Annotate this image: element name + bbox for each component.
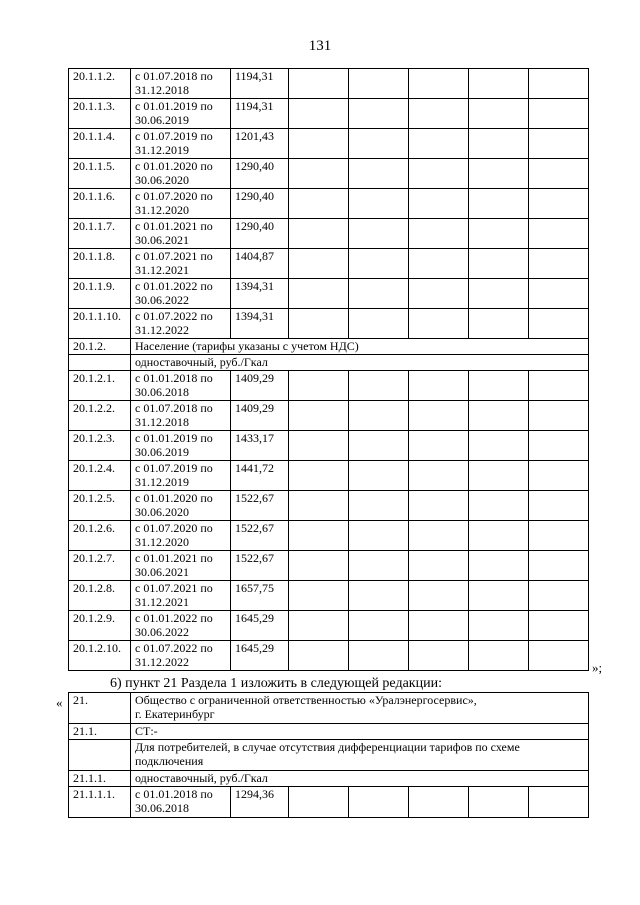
period-start: с 01.07.2018 по bbox=[135, 69, 213, 83]
period-end: 30.06.2019 bbox=[135, 445, 189, 459]
tariff-row bbox=[69, 279, 589, 309]
empty-cell bbox=[409, 521, 469, 551]
row-number: 20.1.1.3. bbox=[69, 99, 131, 129]
period-end: 31.12.2021 bbox=[135, 595, 189, 609]
period-end: 31.12.2020 bbox=[135, 203, 189, 217]
period-start: с 01.01.2020 по bbox=[135, 491, 213, 505]
tariff-value: 1645,29 bbox=[231, 641, 289, 671]
period-start: с 01.07.2019 по bbox=[135, 461, 213, 475]
empty-cell bbox=[349, 129, 409, 159]
single-rate-number: 21.1.1. bbox=[69, 771, 131, 787]
empty-cell bbox=[289, 99, 349, 129]
opening-quote-mark: « bbox=[56, 695, 63, 710]
tariff-row bbox=[69, 69, 589, 99]
empty-cell bbox=[289, 461, 349, 491]
empty-cell bbox=[529, 309, 589, 339]
period-start: с 01.07.2021 по bbox=[135, 581, 213, 595]
period-cell bbox=[131, 521, 231, 551]
empty-cell bbox=[469, 641, 529, 671]
empty-cell bbox=[409, 371, 469, 401]
empty-cell bbox=[349, 189, 409, 219]
tariff-value: 1394,31 bbox=[231, 309, 289, 339]
organization-name-line1: Общество с ограниченной ответственностью «Уралэнергосервис», bbox=[135, 693, 477, 707]
tariff-row bbox=[69, 189, 589, 219]
single-rate-text: одноставочный, руб./Гкал bbox=[131, 771, 589, 787]
empty-cell bbox=[349, 279, 409, 309]
empty-cell bbox=[289, 69, 349, 99]
row-number: 20.1.1.6. bbox=[69, 189, 131, 219]
empty-cell bbox=[529, 641, 589, 671]
period-start: с 01.07.2021 по bbox=[135, 249, 213, 263]
empty-cell bbox=[469, 69, 529, 99]
empty-cell bbox=[409, 189, 469, 219]
empty-cell bbox=[289, 309, 349, 339]
empty-cell bbox=[289, 641, 349, 671]
empty-cell bbox=[529, 371, 589, 401]
empty-cell bbox=[289, 129, 349, 159]
tariff-value: 1290,40 bbox=[231, 219, 289, 249]
ct-number: 21.1. bbox=[69, 724, 131, 740]
amendment-instruction: 6) пункт 21 Раздела 1 изложить в следующей редакции: bbox=[110, 676, 442, 691]
tariff-row bbox=[69, 551, 589, 581]
period-end: 31.12.2022 bbox=[135, 323, 189, 337]
empty-cell bbox=[529, 401, 589, 431]
empty-cell bbox=[529, 69, 589, 99]
empty-cell bbox=[469, 491, 529, 521]
period-cell bbox=[131, 401, 231, 431]
tariff-row bbox=[69, 309, 589, 339]
empty-cell bbox=[289, 401, 349, 431]
period-start: с 01.07.2020 по bbox=[135, 521, 213, 535]
tariff-value: 1409,29 bbox=[231, 401, 289, 431]
period-cell bbox=[131, 491, 231, 521]
empty-cell bbox=[349, 219, 409, 249]
period-start: с 01.01.2019 по bbox=[135, 99, 213, 113]
empty-cell bbox=[349, 371, 409, 401]
period-cell bbox=[131, 159, 231, 189]
empty-cell bbox=[469, 581, 529, 611]
period-cell bbox=[131, 99, 231, 129]
period-end: 30.06.2021 bbox=[135, 233, 189, 247]
tariff-value: 1441,72 bbox=[231, 461, 289, 491]
row-number: 20.1.1.5. bbox=[69, 159, 131, 189]
empty-cell bbox=[349, 581, 409, 611]
empty-cell bbox=[289, 219, 349, 249]
empty-cell bbox=[409, 309, 469, 339]
empty-cell bbox=[289, 787, 349, 818]
row-number: 20.1.2.2. bbox=[69, 401, 131, 431]
empty-cell bbox=[349, 641, 409, 671]
empty-cell bbox=[289, 581, 349, 611]
empty-cell bbox=[469, 521, 529, 551]
period-end: 31.12.2020 bbox=[135, 535, 189, 549]
empty-cell bbox=[409, 787, 469, 818]
tariff-row bbox=[69, 159, 589, 189]
tariff-table-new-section bbox=[68, 692, 589, 818]
empty-cell bbox=[469, 159, 529, 189]
period-start: с 01.01.2022 по bbox=[135, 279, 213, 293]
empty-cell bbox=[289, 159, 349, 189]
organization-name bbox=[131, 693, 589, 724]
empty-cell bbox=[469, 129, 529, 159]
empty-cell bbox=[409, 611, 469, 641]
section-number: 20.1.2. bbox=[69, 339, 131, 355]
period-start: с 01.07.2022 по bbox=[135, 309, 213, 323]
empty-cell bbox=[349, 551, 409, 581]
tariff-value: 1522,67 bbox=[231, 551, 289, 581]
empty-cell bbox=[289, 189, 349, 219]
period-end: 30.06.2021 bbox=[135, 565, 189, 579]
period-start: с 01.01.2020 по bbox=[135, 159, 213, 173]
empty-cell bbox=[529, 551, 589, 581]
period-start: с 01.07.2018 по bbox=[135, 401, 213, 415]
empty-cell bbox=[409, 461, 469, 491]
empty-cell bbox=[409, 401, 469, 431]
tariff-value: 1394,31 bbox=[231, 279, 289, 309]
tariff-row bbox=[69, 401, 589, 431]
single-rate-row bbox=[69, 771, 589, 787]
empty-cell bbox=[469, 249, 529, 279]
empty-cell bbox=[529, 219, 589, 249]
empty-cell bbox=[469, 401, 529, 431]
subsection-row bbox=[69, 355, 589, 371]
period-cell bbox=[131, 581, 231, 611]
row-number: 20.1.1.4. bbox=[69, 129, 131, 159]
tariff-value: 1290,40 bbox=[231, 189, 289, 219]
empty-cell bbox=[529, 581, 589, 611]
tariff-value: 1290,40 bbox=[231, 159, 289, 189]
tariff-value: 1404,87 bbox=[231, 249, 289, 279]
empty-cell bbox=[529, 431, 589, 461]
tariff-row bbox=[69, 431, 589, 461]
empty-cell bbox=[409, 581, 469, 611]
tariff-row bbox=[69, 491, 589, 521]
tariff-table-continued bbox=[68, 68, 589, 671]
tariff-value: 1409,29 bbox=[231, 371, 289, 401]
empty-cell bbox=[529, 461, 589, 491]
period-cell bbox=[131, 219, 231, 249]
ct-row bbox=[69, 724, 589, 740]
period-end: 30.06.2018 bbox=[135, 801, 189, 815]
empty-cell bbox=[349, 787, 409, 818]
tariff-row bbox=[69, 129, 589, 159]
row-number: 20.1.2.3. bbox=[69, 431, 131, 461]
empty-cell bbox=[289, 431, 349, 461]
period-end: 31.12.2022 bbox=[135, 655, 189, 669]
period-end: 31.12.2019 bbox=[135, 143, 189, 157]
empty-cell bbox=[409, 99, 469, 129]
empty-cell bbox=[529, 611, 589, 641]
empty-cell bbox=[349, 99, 409, 129]
period-cell bbox=[131, 431, 231, 461]
row-number: 20.1.1.7. bbox=[69, 219, 131, 249]
row-number: 20.1.1.10. bbox=[69, 309, 131, 339]
period-cell bbox=[131, 371, 231, 401]
empty-cell bbox=[529, 491, 589, 521]
tariff-row bbox=[69, 787, 589, 818]
section-title: Население (тарифы указаны с учетом НДС) bbox=[131, 339, 589, 355]
empty-cell bbox=[469, 99, 529, 129]
tariff-row bbox=[69, 581, 589, 611]
row-number: 20.1.2.4. bbox=[69, 461, 131, 491]
empty-cell bbox=[409, 69, 469, 99]
tariff-row bbox=[69, 641, 589, 671]
row-number: 20.1.2.5. bbox=[69, 491, 131, 521]
period-end: 30.06.2022 bbox=[135, 293, 189, 307]
empty-cell bbox=[349, 461, 409, 491]
empty-cell bbox=[469, 611, 529, 641]
empty-cell bbox=[69, 740, 131, 771]
tariff-value: 1657,75 bbox=[231, 581, 289, 611]
period-cell bbox=[131, 641, 231, 671]
tariff-value: 1194,31 bbox=[231, 99, 289, 129]
empty-cell bbox=[289, 551, 349, 581]
empty-cell bbox=[349, 249, 409, 279]
period-cell bbox=[131, 461, 231, 491]
empty-cell bbox=[529, 249, 589, 279]
consumers-row bbox=[69, 740, 589, 771]
empty-cell bbox=[289, 491, 349, 521]
empty-cell bbox=[289, 521, 349, 551]
period-start: с 01.07.2022 по bbox=[135, 641, 213, 655]
period-start: с 01.07.2019 по bbox=[135, 129, 213, 143]
empty-cell bbox=[349, 159, 409, 189]
empty-cell bbox=[349, 611, 409, 641]
empty-cell bbox=[349, 521, 409, 551]
period-start: с 01.01.2022 по bbox=[135, 611, 213, 625]
tariff-row bbox=[69, 371, 589, 401]
row-number: 20.1.2.9. bbox=[69, 611, 131, 641]
empty-cell bbox=[349, 69, 409, 99]
period-cell bbox=[131, 279, 231, 309]
tariff-value: 1194,31 bbox=[231, 69, 289, 99]
tariff-row bbox=[69, 461, 589, 491]
period-start: с 01.01.2018 по bbox=[135, 787, 213, 801]
row-number: 20.1.1.8. bbox=[69, 249, 131, 279]
empty-cell bbox=[469, 189, 529, 219]
row-number: 20.1.1.2. bbox=[69, 69, 131, 99]
period-cell bbox=[131, 787, 231, 818]
organization-city: г. Екатеринбург bbox=[135, 707, 215, 721]
empty-cell bbox=[409, 641, 469, 671]
empty-cell bbox=[469, 219, 529, 249]
empty-cell bbox=[469, 787, 529, 818]
consumers-text: Для потребителей, в случае отсутствия дифференциации тарифов по схеме подключения bbox=[131, 740, 589, 771]
period-end: 30.06.2019 bbox=[135, 113, 189, 127]
empty-cell bbox=[409, 129, 469, 159]
empty-cell bbox=[529, 129, 589, 159]
period-cell bbox=[131, 69, 231, 99]
empty-cell bbox=[469, 431, 529, 461]
tariff-value: 1522,67 bbox=[231, 491, 289, 521]
empty-cell bbox=[529, 521, 589, 551]
empty-cell bbox=[469, 279, 529, 309]
empty-cell bbox=[349, 431, 409, 461]
empty-cell bbox=[349, 491, 409, 521]
empty-cell bbox=[409, 219, 469, 249]
tariff-row bbox=[69, 521, 589, 551]
empty-cell bbox=[289, 279, 349, 309]
empty-cell bbox=[409, 491, 469, 521]
row-number: 20.1.2.6. bbox=[69, 521, 131, 551]
period-end: 31.12.2018 bbox=[135, 415, 189, 429]
row-number: 20.1.2.1. bbox=[69, 371, 131, 401]
empty-cell bbox=[529, 159, 589, 189]
row-number: 21.1.1.1. bbox=[69, 787, 131, 818]
tariff-value: 1522,67 bbox=[231, 521, 289, 551]
period-cell bbox=[131, 189, 231, 219]
period-end: 30.06.2018 bbox=[135, 385, 189, 399]
tariff-value: 1433,17 bbox=[231, 431, 289, 461]
organization-number: 21. bbox=[69, 693, 131, 724]
period-end: 31.12.2019 bbox=[135, 475, 189, 489]
row-number: 20.1.2.7. bbox=[69, 551, 131, 581]
subsection-title: одноставочный, руб./Гкал bbox=[131, 355, 589, 371]
period-start: с 01.01.2019 по bbox=[135, 431, 213, 445]
period-end: 30.06.2020 bbox=[135, 505, 189, 519]
period-cell bbox=[131, 129, 231, 159]
empty-cell bbox=[409, 431, 469, 461]
empty-cell bbox=[69, 355, 131, 371]
tariff-value: 1294,36 bbox=[231, 787, 289, 818]
period-end: 30.06.2022 bbox=[135, 625, 189, 639]
closing-quote-mark: »; bbox=[592, 660, 603, 675]
period-cell bbox=[131, 249, 231, 279]
empty-cell bbox=[409, 249, 469, 279]
row-number: 20.1.1.9. bbox=[69, 279, 131, 309]
empty-cell bbox=[469, 461, 529, 491]
row-number: 20.1.2.10. bbox=[69, 641, 131, 671]
tariff-row bbox=[69, 219, 589, 249]
empty-cell bbox=[529, 787, 589, 818]
empty-cell bbox=[289, 371, 349, 401]
period-start: с 01.01.2021 по bbox=[135, 219, 213, 233]
empty-cell bbox=[349, 309, 409, 339]
empty-cell bbox=[289, 611, 349, 641]
empty-cell bbox=[529, 99, 589, 129]
empty-cell bbox=[469, 309, 529, 339]
tariff-row bbox=[69, 249, 589, 279]
empty-cell bbox=[469, 371, 529, 401]
empty-cell bbox=[409, 551, 469, 581]
empty-cell bbox=[529, 279, 589, 309]
period-end: 30.06.2020 bbox=[135, 173, 189, 187]
period-cell bbox=[131, 309, 231, 339]
ct-text: СТ:- bbox=[131, 724, 589, 740]
period-end: 31.12.2021 bbox=[135, 263, 189, 277]
section-row bbox=[69, 339, 589, 355]
period-start: с 01.07.2020 по bbox=[135, 189, 213, 203]
empty-cell bbox=[529, 189, 589, 219]
empty-cell bbox=[409, 279, 469, 309]
period-cell bbox=[131, 611, 231, 641]
period-end: 31.12.2018 bbox=[135, 83, 189, 97]
page-number: 131 bbox=[308, 38, 332, 54]
period-start: с 01.01.2021 по bbox=[135, 551, 213, 565]
period-cell bbox=[131, 551, 231, 581]
tariff-value: 1645,29 bbox=[231, 611, 289, 641]
row-number: 20.1.2.8. bbox=[69, 581, 131, 611]
empty-cell bbox=[349, 401, 409, 431]
organization-row bbox=[69, 693, 589, 724]
tariff-value: 1201,43 bbox=[231, 129, 289, 159]
tariff-row bbox=[69, 99, 589, 129]
tariff-row bbox=[69, 611, 589, 641]
empty-cell bbox=[409, 159, 469, 189]
period-start: с 01.01.2018 по bbox=[135, 371, 213, 385]
empty-cell bbox=[469, 551, 529, 581]
empty-cell bbox=[289, 249, 349, 279]
